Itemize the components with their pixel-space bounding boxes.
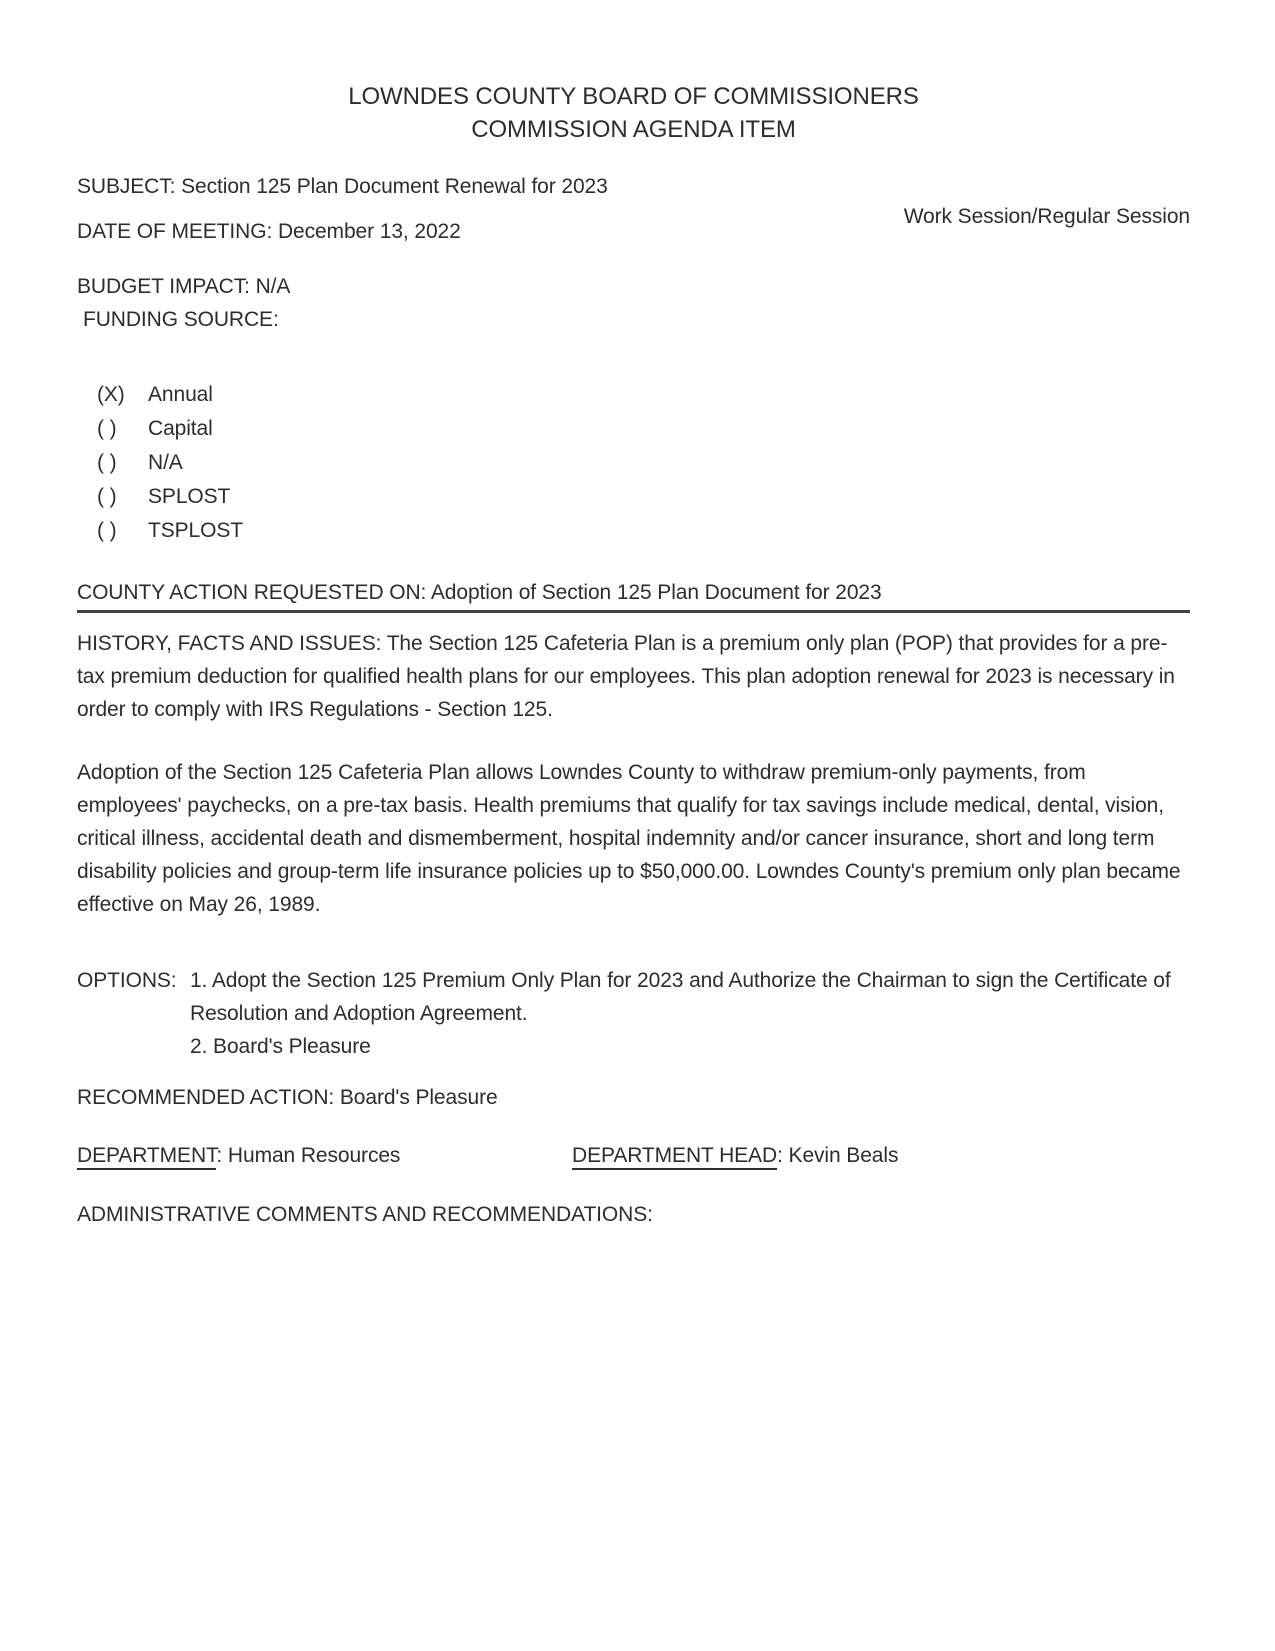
history-paragraph1-text: The Section 125 Cafeteria Plan is a premium only plan (POP) that provides for a pre-tax premium deduction for qualified health plans for our employees. This plan adoption renewal for 2023 is necessary in order to comply with IRS Regulations - Section 125. <box>77 632 1175 721</box>
funding-option-annual <box>77 378 1190 412</box>
checkbox-empty-marker: ( ) <box>97 485 117 508</box>
funding-option-capital <box>77 412 1190 446</box>
funding-source-label: FUNDING SOURCE: <box>83 308 279 331</box>
options-items <box>190 964 1190 1063</box>
checkbox-empty-marker: ( ) <box>97 451 117 474</box>
recommended-action-line <box>77 1081 1190 1114</box>
recommended-action-label: RECOMMENDED ACTION: <box>77 1086 335 1109</box>
history-facts-issues-paragraph <box>77 627 1190 726</box>
subject-label: SUBJECT: <box>77 175 176 198</box>
funding-source-options <box>77 378 1190 548</box>
department-head-line <box>572 1139 1190 1172</box>
document-title-line1: LOWNDES COUNTY BOARD OF COMMISSIONERS <box>348 83 919 110</box>
administrative-comments-line: ADMINISTRATIVE COMMENTS AND RECOMMENDATIONS: <box>77 1203 653 1226</box>
department-line <box>77 1139 572 1172</box>
date-of-meeting-label: DATE OF MEETING: <box>77 220 273 243</box>
date-of-meeting-value: December 13, 2022 <box>277 220 461 243</box>
options-label: OPTIONS: <box>77 969 177 992</box>
checkbox-checked-marker: (X) <box>97 383 125 406</box>
funding-option-label: N/A <box>148 451 183 474</box>
funding-option-label: Capital <box>148 417 213 440</box>
funding-option-label: Annual <box>148 383 213 406</box>
funding-option-label: TSPLOST <box>148 519 243 542</box>
department-value: Human Resources <box>227 1144 401 1167</box>
budget-impact-label: BUDGET IMPACT: <box>77 275 250 298</box>
funding-option-label: SPLOST <box>148 485 231 508</box>
funding-option-splost <box>77 480 1190 514</box>
department-row <box>77 1139 1190 1172</box>
funding-option-tsplost <box>77 514 1190 548</box>
checkbox-empty-marker: ( ) <box>97 417 117 440</box>
checkbox-empty-marker: ( ) <box>97 519 117 542</box>
colon: : <box>216 1144 223 1167</box>
funding-source-line <box>77 303 1190 336</box>
history-paragraph2: Adoption of the Section 125 Cafeteria Plan allows Lowndes County to withdraw premium-only payments, from employees' paychecks, on a pre-tax basis. Health premiums that qualify for tax savings include medical, dental, vision, critical illness, accidental death and dismemberment, hospital indemnity and/or cancer insurance, short and long term disability policies and group-term life insurance policies up to $50,000.00. Lowndes County's premium only plan became effective on May 26, 1989. <box>77 761 1181 916</box>
department-head-value: Kevin Beals <box>788 1144 899 1167</box>
options-block <box>77 964 1190 1063</box>
county-action-requested-line <box>77 576 1190 613</box>
budget-impact-value: N/A <box>255 275 291 298</box>
date-of-meeting-row <box>77 205 1190 248</box>
option-item-2: 2. Board's Pleasure <box>190 1035 371 1058</box>
budget-impact-line <box>77 270 1190 303</box>
department-head-label: DEPARTMENT HEAD <box>572 1144 777 1170</box>
county-action-value: Adoption of Section 125 Plan Document for 2023 <box>430 581 882 604</box>
history-label: HISTORY, FACTS AND ISSUES: <box>77 632 382 655</box>
recommended-action-value: Board's Pleasure <box>339 1086 498 1109</box>
colon: : <box>777 1144 783 1167</box>
county-action-label: COUNTY ACTION REQUESTED ON: <box>77 581 427 604</box>
department-label: DEPARTMENT <box>77 1144 216 1170</box>
funding-option-na <box>77 446 1190 480</box>
session-type-label: Work Session/Regular Session <box>903 205 1190 228</box>
document-title-line2: COMMISSION AGENDA ITEM <box>471 116 796 143</box>
subject-line <box>77 170 1190 203</box>
subject-value: Section 125 Plan Document Renewal for 2023 <box>181 175 608 198</box>
option-item-1: 1. Adopt the Section 125 Premium Only Plan for 2023 and Authorize the Chairman to sign the Certificate of Resolution and Adoption Agreement. <box>190 969 1171 1025</box>
